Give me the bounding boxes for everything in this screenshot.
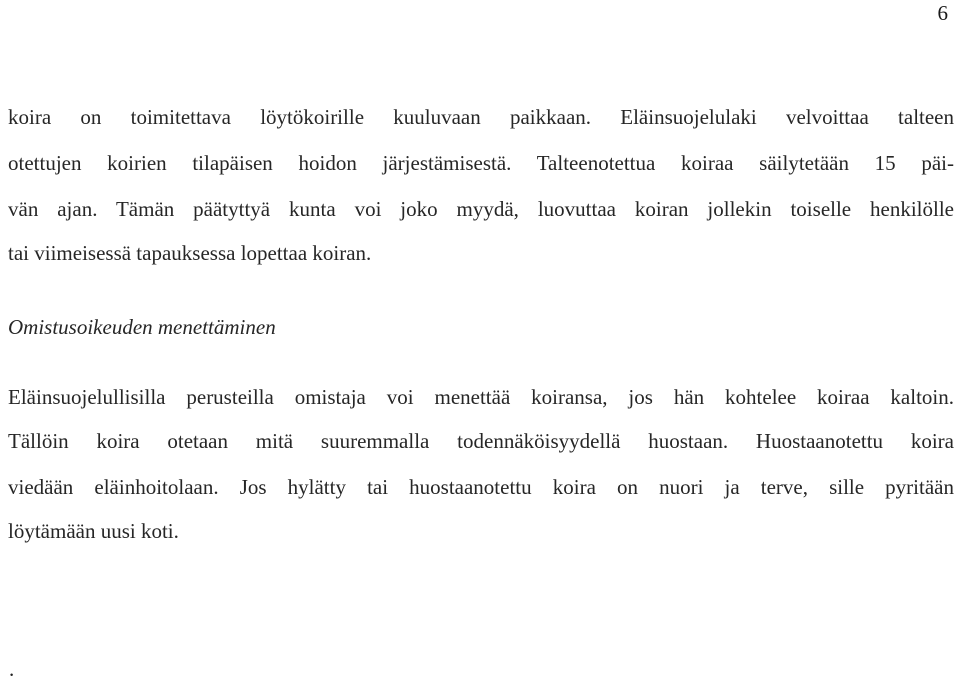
paragraph-line: viedään eläinhoitolaan. Jos hylätty tai huostaanotettu koira on nuori ja terve, sille pyritään xyxy=(8,475,954,499)
footer-mark: . xyxy=(9,657,15,681)
section-heading: Omistusoikeuden menettäminen xyxy=(8,315,276,339)
paragraph-line: Tällöin koira otetaan mitä suuremmalla todennäköisyydellä huostaan. Huostaanotettu koira xyxy=(8,429,954,453)
paragraph-line: koira on toimitettava löytökoirille kuuluvaan paikkaan. Eläinsuojelulaki velvoittaa talteen xyxy=(8,105,954,129)
paragraph-line: Eläinsuojelullisilla perusteilla omistaja voi menettää koiransa, jos hän kohtelee koiraa kaltoin. xyxy=(8,385,954,409)
paragraph-line: vän ajan. Tämän päätyttyä kunta voi joko myydä, luovuttaa koiran jollekin toiselle henkilölle xyxy=(8,197,954,221)
paragraph-line: otettujen koirien tilapäisen hoidon järjestämisestä. Talteenotettua koiraa säilytetään 15 päi- xyxy=(8,151,954,175)
paragraph-line: tai viimeisessä tapauksessa lopettaa koiran. xyxy=(8,241,372,265)
paragraph-line: löytämään uusi koti. xyxy=(8,519,179,543)
page-number: 6 xyxy=(937,1,948,25)
